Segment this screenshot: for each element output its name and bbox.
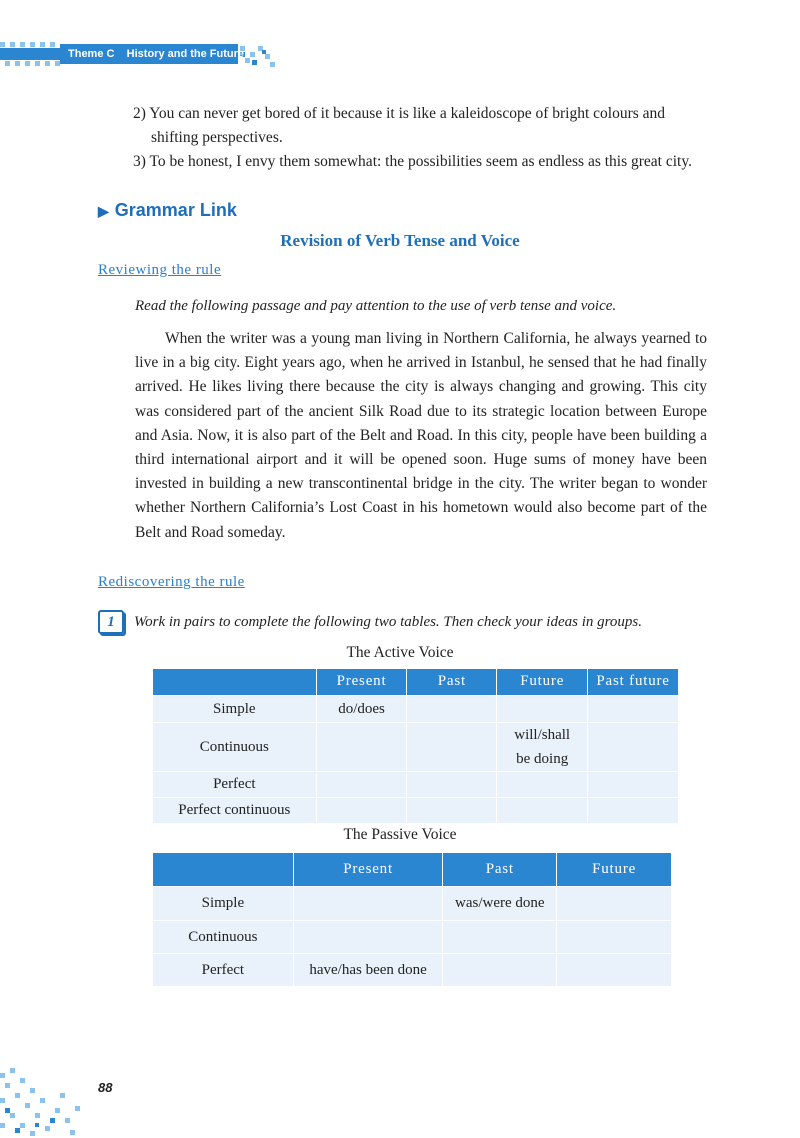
row-label: Perfect bbox=[153, 771, 317, 797]
footer-pixel-pattern bbox=[0, 1068, 95, 1138]
row-label: Continuous bbox=[153, 722, 317, 771]
grammar-link-heading bbox=[98, 200, 237, 221]
table-cell bbox=[407, 695, 497, 722]
list-item: 3) To be honest, I envy them somewhat: the possibilities seem as endless as this great city. bbox=[133, 153, 692, 170]
table-cell bbox=[588, 771, 679, 797]
table-cell: do/does bbox=[316, 695, 407, 722]
active-voice-table bbox=[152, 669, 679, 824]
passive-voice-caption: The Passive Voice bbox=[343, 826, 457, 843]
row-label: Simple bbox=[153, 695, 317, 722]
column-header: Present bbox=[316, 669, 407, 695]
table-cell bbox=[588, 797, 679, 823]
row-label: Simple bbox=[153, 886, 294, 920]
column-header: Past bbox=[443, 853, 557, 886]
grammar-link-title: Grammar Link bbox=[114, 200, 237, 220]
table-row bbox=[153, 953, 672, 986]
previous-items bbox=[133, 102, 708, 174]
play-triangle-icon: ▶ bbox=[98, 203, 109, 219]
row-label: Continuous bbox=[153, 920, 294, 953]
table-cell bbox=[443, 953, 557, 986]
table-cell bbox=[443, 920, 557, 953]
rediscovering-the-rule-link[interactable]: Rediscovering the rule bbox=[98, 574, 245, 590]
table-cell bbox=[557, 920, 672, 953]
table-row bbox=[153, 695, 679, 722]
table-header-row bbox=[153, 669, 679, 695]
row-label: Perfect continuous bbox=[153, 797, 317, 823]
column-header: Past bbox=[407, 669, 497, 695]
column-header: Present bbox=[293, 853, 443, 886]
table-cell bbox=[316, 797, 407, 823]
reviewing-the-rule-link[interactable]: Reviewing the rule bbox=[98, 262, 222, 278]
row-label: Perfect bbox=[153, 953, 294, 986]
table-cell bbox=[588, 695, 679, 722]
table-cell bbox=[316, 771, 407, 797]
list-item: 2) You can never get bored of it because it is like a kaleidoscope of bright colours and shifting perspectives. bbox=[133, 105, 666, 146]
column-header bbox=[153, 853, 294, 886]
theme-label: Theme C History and the Future bbox=[60, 44, 238, 64]
passive-voice-table bbox=[152, 853, 672, 987]
table-header-row bbox=[153, 853, 672, 886]
table-cell bbox=[497, 771, 588, 797]
table-cell: was/were done bbox=[443, 886, 557, 920]
page-number: 88 bbox=[98, 1080, 113, 1095]
table-cell bbox=[407, 722, 497, 771]
table-cell bbox=[588, 722, 679, 771]
table-cell bbox=[557, 886, 672, 920]
task-1 bbox=[98, 610, 642, 634]
table-cell bbox=[293, 886, 443, 920]
task-number-badge: 1 bbox=[98, 610, 124, 634]
column-header: Past future bbox=[588, 669, 679, 695]
column-header bbox=[153, 669, 317, 695]
table-cell: will/shall be doing bbox=[497, 722, 588, 771]
active-voice-caption: The Active Voice bbox=[346, 644, 454, 661]
table-row bbox=[153, 771, 679, 797]
table-cell bbox=[557, 953, 672, 986]
table-row bbox=[153, 886, 672, 920]
table-cell bbox=[407, 797, 497, 823]
column-header: Future bbox=[497, 669, 588, 695]
table-cell bbox=[316, 722, 407, 771]
passage-instruction: Read the following passage and pay attention to the use of verb tense and voice. bbox=[135, 298, 617, 314]
section-subtitle: Revision of Verb Tense and Voice bbox=[280, 231, 520, 250]
table-cell bbox=[497, 797, 588, 823]
column-header: Future bbox=[557, 853, 672, 886]
table-cell bbox=[497, 695, 588, 722]
table-row bbox=[153, 722, 679, 771]
table-row bbox=[153, 797, 679, 823]
task-instruction: Work in pairs to complete the following two tables. Then check your ideas in groups. bbox=[134, 613, 643, 630]
table-cell: have/has been done bbox=[293, 953, 443, 986]
reading-passage: When the writer was a young man living in Northern California, he always yearned to live in a big city. Eight years ago, when he arrived in Istanbul, he sensed that he had finally arrived. He likes living there because the city is always changing and growing. This city was considered part of the ancient Silk Road due to its strategic location between Europe and Asia. Now, it is also part of the Belt and Road. In this city, people have been building a third international airport and it will be opened soon. Huge sums of money have been invested in building a new transcontinental bridge in the city. The writer began to wonder whether Northern California’s Lost Coast in his hometown would also become part of the Belt and Road someday. bbox=[135, 330, 707, 541]
table-cell bbox=[293, 920, 443, 953]
table-row bbox=[153, 920, 672, 953]
table-cell bbox=[407, 771, 497, 797]
